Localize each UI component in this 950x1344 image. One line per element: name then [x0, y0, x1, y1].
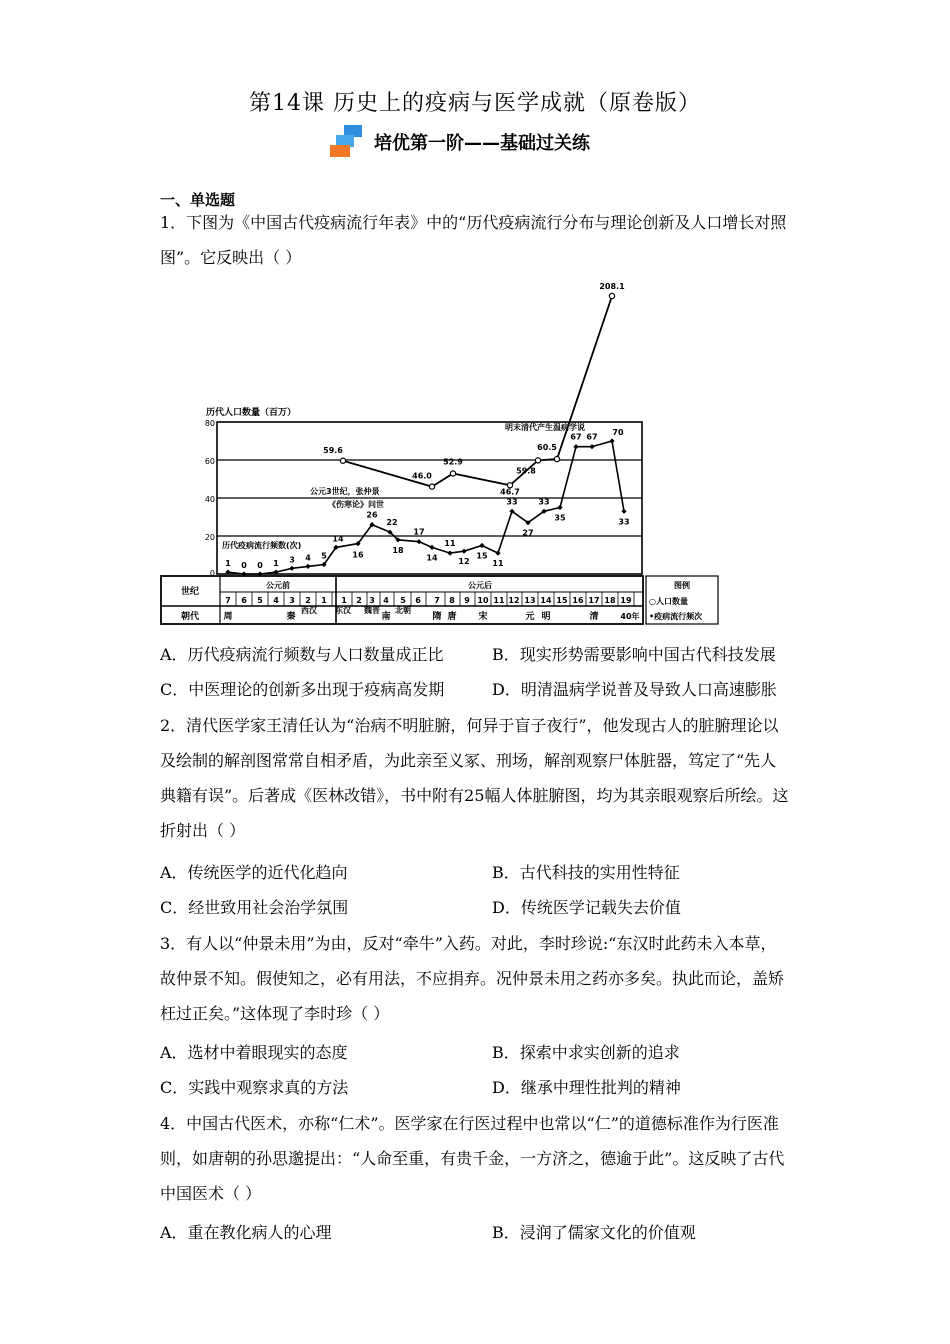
dynasty-song: 宋 [478, 612, 488, 622]
dynasty-qing: 清 [589, 612, 599, 622]
epidemic-point [305, 564, 310, 569]
epidemic-label: 4 [305, 553, 311, 563]
dynasty-sui: 隋 [432, 612, 442, 622]
epidemic-point [573, 444, 578, 449]
century-cell-label: 6 [415, 596, 421, 605]
dynasty-beichao: 北朝 [395, 606, 411, 615]
annotation-zhongjing-1: 公元3世纪，张仲景 [310, 487, 380, 496]
epidemic-point [495, 551, 500, 556]
century-cell-label: 2 [356, 596, 362, 605]
century-cell-label: 18 [604, 596, 616, 605]
dynasty-40years: 40年 [620, 612, 640, 621]
question-1-stem: 1．下图为《中国古代疫病流行年表》中的“历代疫病流行分布与理论创新及人口增长对照图”。它反映出（ ） [160, 213, 787, 267]
population-label: 52.9 [443, 457, 463, 467]
population-point [429, 484, 434, 489]
section-title: 一、单选题 [160, 191, 236, 209]
century-cell-label: 5 [400, 596, 406, 605]
legend-title: 图例 [674, 581, 690, 590]
epidemic-label: 0 [257, 561, 263, 570]
annotation-zhongjing-2: 《伤寒论》问世 [328, 500, 384, 509]
epidemic-point [609, 438, 614, 443]
dynasty-nan: 南 [381, 612, 391, 622]
epidemic-series [225, 428, 629, 577]
epidemic-label: 27 [522, 528, 534, 538]
epidemic-label: 26 [366, 510, 378, 520]
y-tick-80: 80 [204, 419, 215, 428]
population-point [535, 458, 540, 463]
century-cell-label: 5 [257, 596, 263, 605]
epidemic-label: 33 [506, 497, 518, 507]
epidemic-point [621, 509, 626, 514]
population-label: 208.1 [599, 282, 625, 291]
century-cell-label: 10 [477, 596, 489, 605]
population-point [554, 456, 559, 461]
epidemic-label: 18 [392, 545, 404, 555]
century-cell-label: 13 [524, 596, 536, 605]
epidemic-label: 17 [413, 527, 425, 537]
population-point [450, 471, 455, 476]
y-tick-40: 40 [204, 495, 215, 504]
century-cell-label: 17 [588, 596, 600, 605]
epidemic-label: 3 [289, 555, 295, 565]
dynasty-qin: 秦 [286, 612, 296, 622]
epidemic-label: 33 [538, 497, 550, 507]
epidemic-point [447, 551, 452, 556]
century-cell-label: 3 [369, 596, 375, 605]
century-cell-label: 4 [383, 596, 389, 605]
epidemic-label: 35 [554, 513, 566, 523]
table-bc-label: 公元前 [266, 581, 290, 590]
epidemic-label: 15 [476, 551, 488, 561]
page-title: 第14课 历史上的疫病与医学成就（原卷版） [249, 91, 701, 116]
epidemic-label: 16 [352, 550, 364, 560]
dynasty-ming: 明 [541, 612, 551, 622]
q3-option-a[interactable]: A．选材中着眼现实的态度 [160, 1043, 348, 1062]
dynasty-zhou: 周 [223, 612, 233, 622]
y-tick-20: 20 [204, 533, 215, 542]
chart-legend [646, 576, 718, 624]
dynasty-tang: 唐 [447, 612, 457, 622]
epidemic-label: 11 [444, 539, 456, 549]
table-row2-label: 朝代 [180, 612, 200, 622]
table-row1-label: 世纪 [180, 587, 200, 597]
epidemic-point [557, 505, 562, 510]
population-label: 59.8 [516, 466, 536, 476]
q4-option-b[interactable]: B．浸润了儒家文化的价值观 [492, 1223, 696, 1242]
epidemic-point [479, 543, 484, 548]
epidemic-label: 33 [618, 517, 630, 527]
q1-option-c[interactable]: C．中医理论的创新多出现于疫病高发期 [160, 680, 445, 699]
century-cell-label: 4 [273, 596, 279, 605]
population-label: 46.7 [500, 487, 520, 497]
subtitle-text: 培优第一阶——基础过关练 [374, 133, 590, 154]
population-series [323, 282, 625, 496]
legend-epidemic: •疫病流行频次 [649, 612, 703, 621]
annotation-freq: 历代疫病流行频数(次) [222, 541, 302, 550]
epidemic-label: 1 [225, 559, 231, 569]
stairs-logo-icon [330, 125, 372, 159]
question-4-stem: 4．中国古代医术，亦称“仁术”。医学家在行医过程中也常以“仁”的道德标准作为行医准则，如唐朝的孙思邈提出：“人命至重，有贵千金，一方济之，德逾于此”。这反映了古代中国医术（ ） [160, 1114, 785, 1203]
dynasty-yuan: 元 [525, 612, 535, 622]
epidemic-point [589, 444, 594, 449]
q2-option-c[interactable]: C．经世致用社会治学氛围 [160, 898, 349, 917]
century-cell-label: 15 [556, 596, 568, 605]
annotation-wenbing: 明末清代产生温病学说 [505, 423, 585, 432]
century-cell-label: 9 [464, 596, 470, 605]
q2-option-d[interactable]: D．传统医学记载失去价值 [492, 898, 681, 917]
q3-option-c[interactable]: C．实践中观察求真的方法 [160, 1078, 349, 1097]
century-cell-label: 6 [241, 596, 247, 605]
epidemic-point [289, 566, 294, 571]
population-point [340, 458, 345, 463]
legend-population: ○人口数量 [649, 597, 688, 606]
epidemic-label: 0 [241, 561, 247, 570]
dynasty-xihan: 西汉 [301, 606, 317, 615]
q1-option-b[interactable]: B．现实形势需要影响中国古代科技发展 [492, 645, 776, 664]
population-label: 59.6 [323, 445, 343, 455]
epidemic-label: 14 [426, 553, 438, 563]
epidemic-label: 22 [386, 518, 398, 528]
century-cell-label: 16 [572, 596, 584, 605]
chart-table [161, 576, 643, 624]
q4-option-a[interactable]: A．重在教化病人的心理 [160, 1223, 332, 1242]
century-cell-label: 12 [508, 596, 520, 605]
century-cell-label: 11 [493, 596, 505, 605]
question-3-stem: 3．有人以“仲景未用”为由，反对“牵牛”入药。对此，李时珍说:“东汉时此药未入本草，故仲景不知。假使知之，必有用法，不应捐弃。况仲景未用之药亦多矣。执此而论，盖矫枉过正矣。”这体现了李时珍（ ） [160, 934, 785, 1023]
q1-option-a[interactable]: A．历代疫病流行频数与人口数量成正比 [160, 645, 444, 664]
dynasty-donghan: 东汉 [335, 606, 351, 615]
epidemic-label: 14 [332, 534, 344, 544]
century-cell-label: 19 [620, 596, 632, 605]
y-axis-label: 历代人口数量（百万） [206, 408, 297, 418]
y-tick-60: 60 [204, 457, 215, 466]
population-label: 46.0 [412, 471, 432, 481]
century-cell-label: 14 [540, 596, 552, 605]
q1-option-d[interactable]: D．明清温病学说普及导致人口高速膨胀 [492, 680, 777, 699]
epidemic-point [416, 539, 421, 544]
epidemic-label: 67 [586, 432, 598, 442]
population-label: 60.5 [537, 443, 557, 453]
epidemic-point [429, 545, 434, 550]
table-ad-label: 公元后 [468, 581, 492, 590]
century-cell-label: 7 [434, 596, 440, 605]
century-cell-label: 8 [449, 596, 455, 605]
q2-option-b[interactable]: B．古代科技的实用性特征 [492, 863, 680, 882]
epidemic-point [461, 549, 466, 554]
century-cell-label: 1 [321, 596, 327, 605]
epidemic-label: 67 [570, 432, 582, 442]
q2-option-a[interactable]: A．传统医学的近代化趋向 [160, 863, 348, 882]
y-tick-0: 0 [209, 569, 215, 578]
q3-option-b[interactable]: B．探索中求实创新的追求 [492, 1043, 680, 1062]
century-cell-label: 2 [305, 596, 311, 605]
epidemic-label: 5 [321, 551, 327, 561]
q3-option-d[interactable]: D．继承中理性批判的精神 [492, 1078, 681, 1097]
century-cell-label: 3 [289, 596, 295, 605]
century-cell-label: 1 [341, 596, 347, 605]
epidemic-label: 11 [492, 559, 504, 569]
epidemic-label: 1 [273, 559, 279, 569]
question-2-stem: 2．清代医学家王清任认为“治病不明脏腑，何异于盲子夜行”，他发现古人的脏腑理论以及绘制的解剖图常常自相矛盾，为此亲至义冢、刑场，解剖观察尸体脏器，笃定了“先人典籍有误”。后著成《医林改错》，书中附有25幅人体脏腑图，均为其亲眼观察后所绘。这折射出（ ） [160, 716, 789, 840]
population-point [609, 293, 614, 298]
epidemic-label: 12 [458, 557, 470, 567]
century-cell-label: 7 [225, 596, 231, 605]
subtitle [330, 124, 590, 160]
epidemic-population-chart [160, 282, 720, 627]
epidemic-label: 70 [612, 428, 624, 437]
dynasty-weijin: 魏晋 [364, 606, 380, 615]
population-line [343, 296, 612, 487]
